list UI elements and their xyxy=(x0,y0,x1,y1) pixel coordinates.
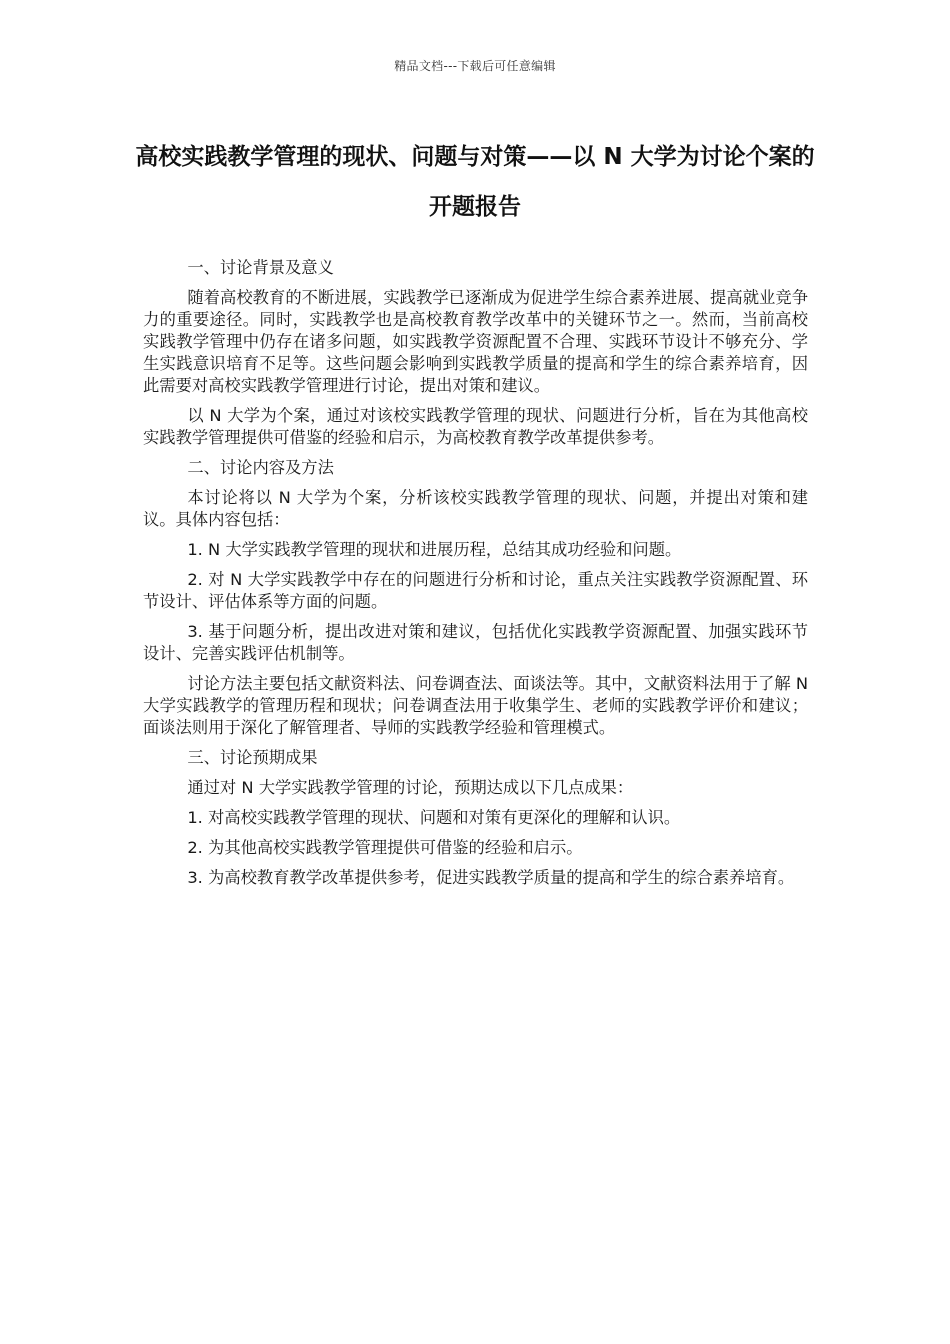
header-note: 精品文档---下载后可任意编辑 xyxy=(394,59,556,73)
section-heading-expected-results: 三、讨论预期成果 xyxy=(187,748,318,767)
list-item-content-1: 1. N 大学实践教学管理的现状和进展历程，总结其成功经验和问题。 xyxy=(187,540,682,559)
section-heading-content-methods: 二、讨论内容及方法 xyxy=(187,458,334,477)
list-item-result-2: 2. 为其他高校实践教学管理提供可借鉴的经验和启示。 xyxy=(187,838,583,857)
section-heading-background: 一、讨论背景及意义 xyxy=(187,258,334,277)
paragraph-results-intro: 通过对 N 大学实践教学管理的讨论，预期达成以下几点成果： xyxy=(187,778,634,797)
list-item-result-3: 3. 为高校教育教学改革提供参考，促进实践教学质量的提高和学生的综合素养培育。 xyxy=(187,868,795,887)
paragraph-methods: 讨论方法主要包括文献资料法、问卷调查法、面谈法等。其中，文献资料法用于了解 N 大学实践教学的管理历程和现状；问卷调查法用于收集学生、老师的实践教学评价和建议；面谈法则用于深化了解管理者、导师的实践教学经验和管理模式。 xyxy=(143,674,808,737)
list-item-content-2: 2. 对 N 大学实践教学中存在的问题进行分析和讨论，重点关注实践教学资源配置、环节设计、评估体系等方面的问题。 xyxy=(143,570,808,611)
paragraph-case-purpose: 以 N 大学为个案，通过对该校实践教学管理的现状、问题进行分析，旨在为其他高校实践教学管理提供可借鉴的经验和启示，为高校教育教学改革提供参考。 xyxy=(143,406,808,447)
paragraph-content-intro: 本讨论将以 N 大学为个案，分析该校实践教学管理的现状、问题，并提出对策和建议。具体内容包括： xyxy=(143,488,808,529)
document-body xyxy=(143,257,808,897)
document-title: 高校实践教学管理的现状、问题与对策——以 N 大学为讨论个案的开题报告 xyxy=(135,144,815,220)
list-item-content-3: 3. 基于问题分析，提出改进对策和建议，包括优化实践教学资源配置、加强实践环节设计、完善实践评估机制等。 xyxy=(143,622,808,663)
list-item-result-1: 1. 对高校实践教学管理的现状、问题和对策有更深化的理解和认识。 xyxy=(187,808,681,827)
paragraph-background: 随着高校教育的不断进展，实践教学已逐渐成为促进学生综合素养进展、提高就业竞争力的重要途径。同时，实践教学也是高校教育教学改革中的关键环节之一。然而，当前高校实践教学管理中仍存在诸多问题，如实践教学资源配置不合理、实践环节设计不够充分、学生实践意识培育不足等。这些问题会影响到实践教学质量的提高和学生的综合素养培育，因此需要对高校实践教学管理进行讨论，提出对策和建议。 xyxy=(143,288,808,395)
